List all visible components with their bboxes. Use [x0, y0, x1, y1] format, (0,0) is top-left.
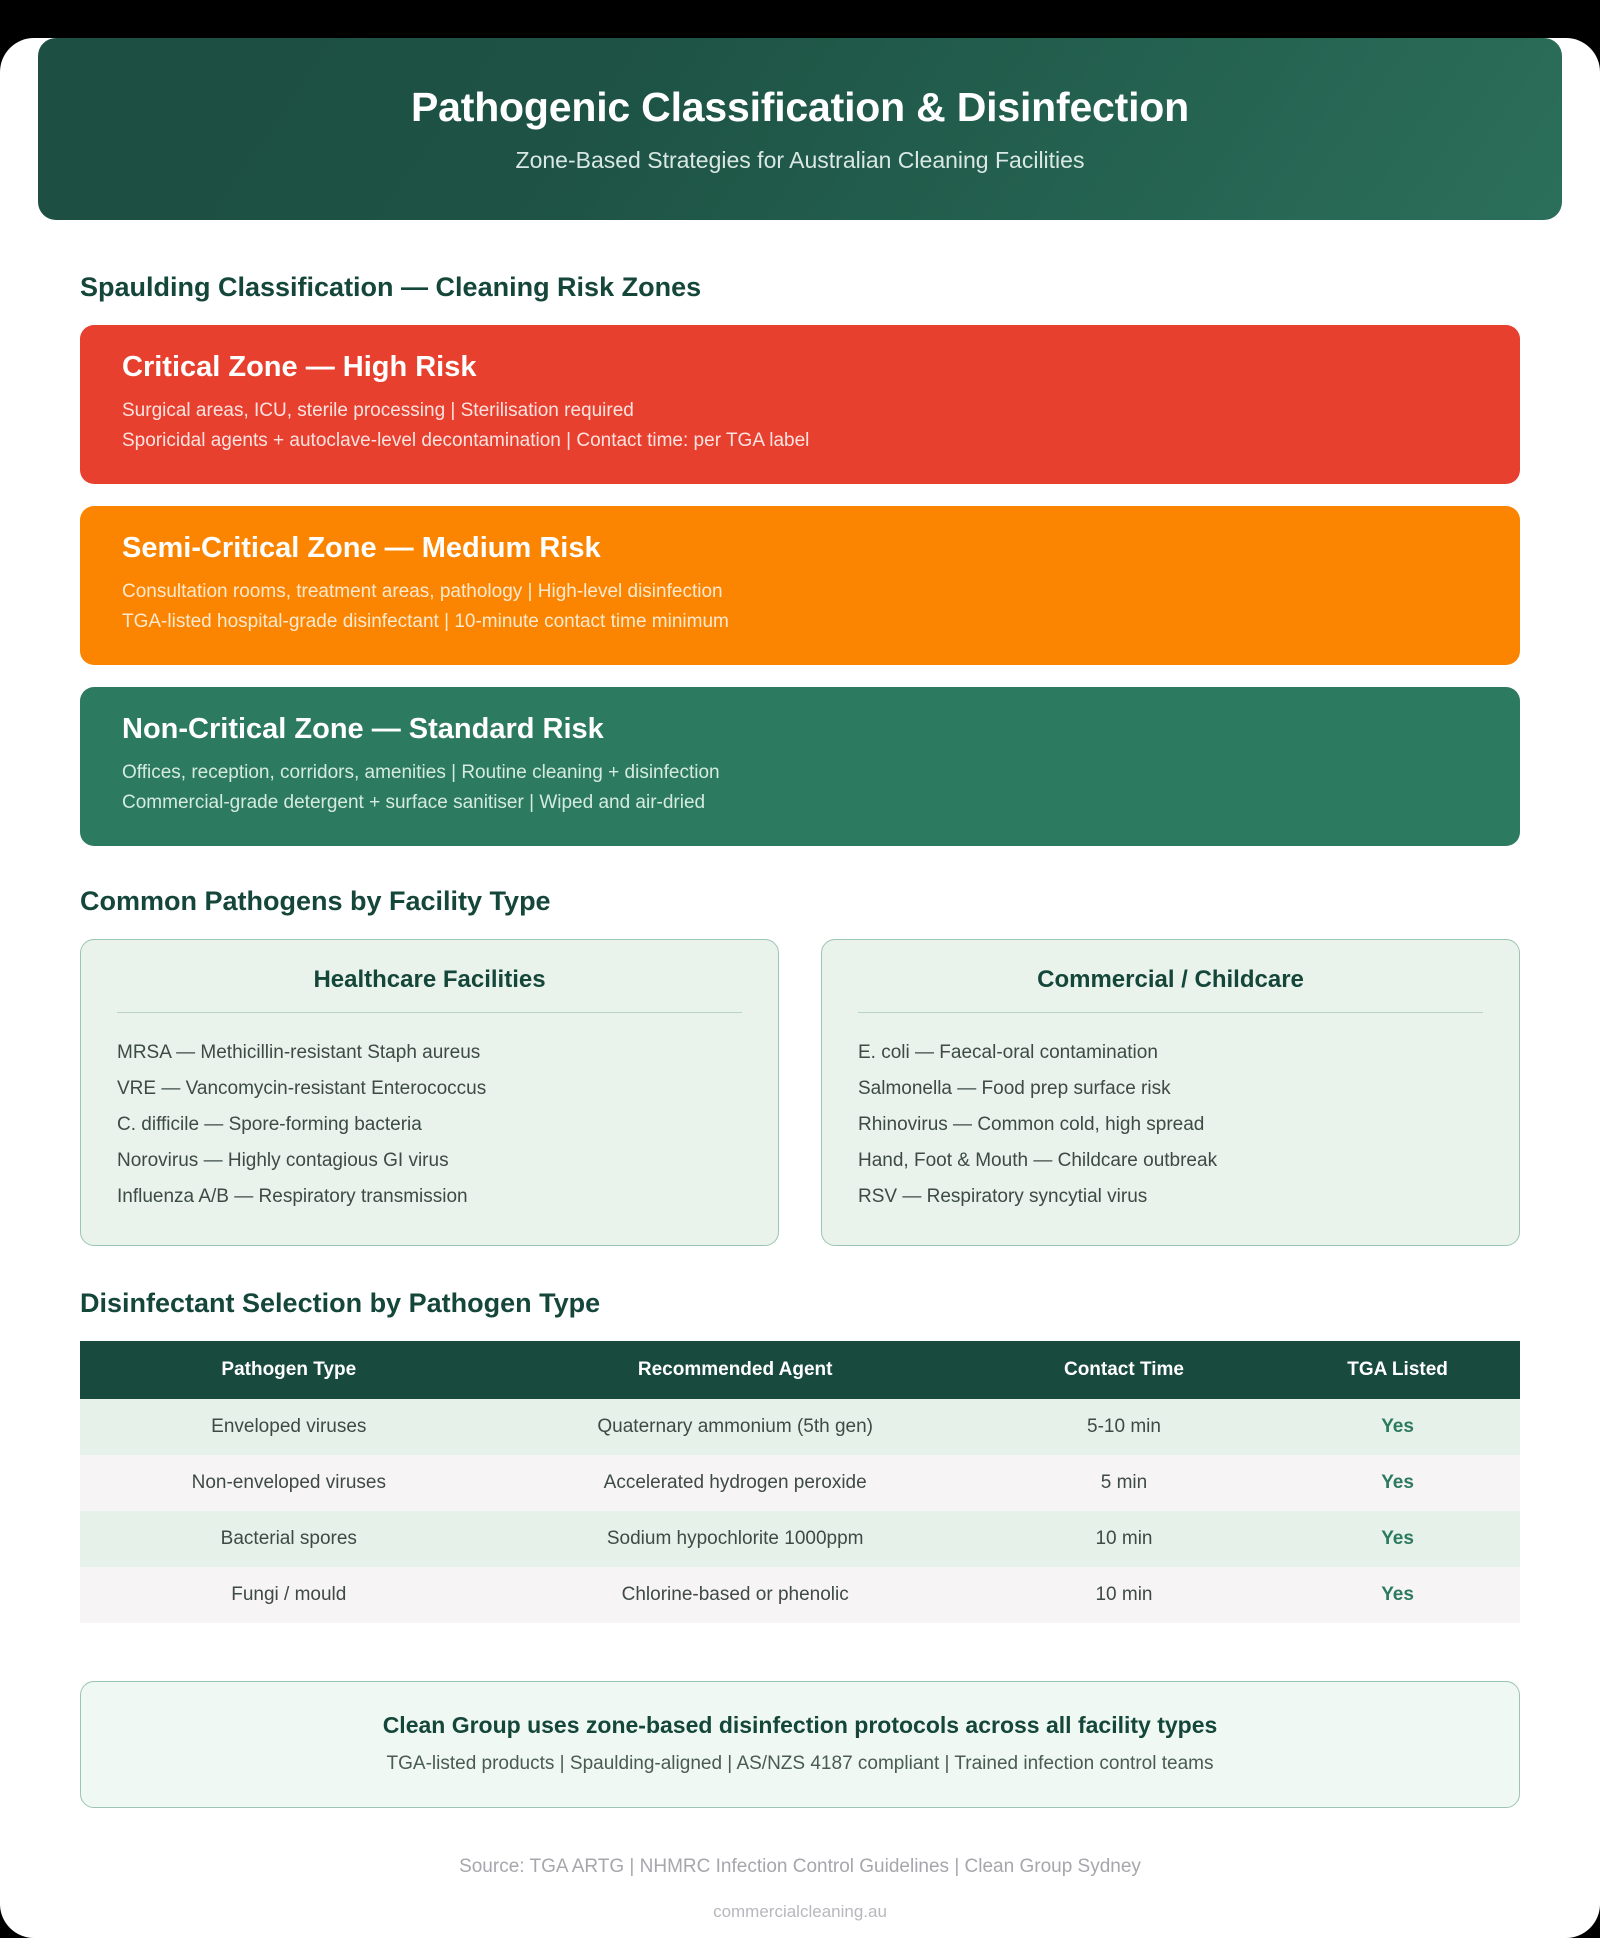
list-item: Norovirus — Highly contagious GI virus	[117, 1150, 449, 1171]
table-cell-contact-time: 10 min	[1095, 1584, 1153, 1605]
divider	[858, 1012, 1483, 1013]
table-cell-pathogen: Fungi / mould	[231, 1584, 347, 1605]
pathogen-panel-list	[80, 939, 1520, 1246]
section-heading-pathogens: Common Pathogens by Facility Type	[80, 886, 551, 916]
page-title: Pathogenic Classification & Disinfection	[411, 84, 1189, 130]
infographic-page	[0, 38, 1600, 1938]
list-item: Influenza A/B — Respiratory transmission	[117, 1186, 468, 1207]
table-cell-agent: Chlorine-based or phenolic	[621, 1584, 849, 1605]
table-cell-pathogen: Bacterial spores	[220, 1528, 357, 1549]
panel-title: Commercial / Childcare	[1037, 966, 1304, 993]
summary-callout	[80, 1681, 1520, 1808]
disinfectant-table	[80, 1341, 1520, 1623]
table-row	[80, 1399, 1520, 1455]
table-cell-agent: Quaternary ammonium (5th gen)	[597, 1416, 873, 1437]
section-heading-table: Disinfectant Selection by Pathogen Type	[80, 1288, 601, 1318]
page-footer	[0, 1856, 1600, 1922]
table-cell-contact-time: 5-10 min	[1087, 1416, 1161, 1437]
table-cell-tga-listed: Yes	[1381, 1528, 1414, 1549]
zone-title: Semi-Critical Zone — Medium Risk	[122, 532, 601, 564]
table-row	[80, 1511, 1520, 1567]
zone-card-critical	[80, 325, 1520, 484]
zone-detail-line: Surgical areas, ICU, sterile processing | Sterilisation required	[122, 400, 634, 421]
page-subtitle: Zone-Based Strategies for Australian Cleaning Facilities	[515, 147, 1085, 173]
panel-title: Healthcare Facilities	[313, 966, 546, 993]
table-cell-tga-listed: Yes	[1381, 1584, 1414, 1605]
divider	[117, 1012, 742, 1013]
zone-card-semi-critical	[80, 506, 1520, 665]
table-cell-tga-listed: Yes	[1381, 1472, 1414, 1493]
list-item: E. coli — Faecal-oral contamination	[858, 1042, 1158, 1063]
list-item: Hand, Foot & Mouth — Childcare outbreak	[858, 1150, 1218, 1171]
callout-title: Clean Group uses zone-based disinfection protocols across all facility types	[382, 1712, 1218, 1738]
zone-title: Critical Zone — High Risk	[122, 351, 477, 383]
table-cell-contact-time: 5 min	[1100, 1472, 1148, 1493]
zone-detail-line: Commercial-grade detergent + surface sanitiser | Wiped and air-dried	[122, 792, 706, 813]
zone-detail-line: TGA-listed hospital-grade disinfectant | 10-minute contact time minimum	[122, 611, 729, 632]
zone-detail-line: Sporicidal agents + autoclave-level decontamination | Contact time: per TGA label	[122, 430, 810, 451]
table-column-header: Contact Time	[1063, 1359, 1184, 1380]
table-cell-pathogen: Non-enveloped viruses	[191, 1472, 386, 1493]
list-item: MRSA — Methicillin-resistant Staph aureus	[117, 1042, 481, 1063]
table-column-header: Recommended Agent	[637, 1359, 833, 1380]
list-item: Salmonella — Food prep surface risk	[858, 1078, 1171, 1099]
table-cell-agent: Accelerated hydrogen peroxide	[603, 1472, 867, 1493]
pathogen-panel-healthcare	[80, 939, 779, 1246]
callout-subtitle: TGA-listed products | Spaulding-aligned | AS/NZS 4187 compliant | Trained infection control teams	[386, 1753, 1214, 1774]
zone-card-non-critical	[80, 687, 1520, 846]
list-item: RSV — Respiratory syncytial virus	[858, 1186, 1148, 1207]
table-row	[80, 1567, 1520, 1623]
table-cell-tga-listed: Yes	[1381, 1416, 1414, 1437]
table-cell-pathogen: Enveloped viruses	[211, 1416, 367, 1437]
footer-source: Source: TGA ARTG | NHMRC Infection Control Guidelines | Clean Group Sydney	[459, 1856, 1141, 1877]
zone-detail-line: Consultation rooms, treatment areas, pathology | High-level disinfection	[122, 581, 723, 602]
table-column-header: Pathogen Type	[221, 1359, 357, 1380]
list-item: C. difficile — Spore-forming bacteria	[117, 1114, 422, 1135]
pathogen-panel-commercial	[821, 939, 1520, 1246]
list-item: Rhinovirus — Common cold, high spread	[858, 1114, 1205, 1135]
list-item: VRE — Vancomycin-resistant Enterococcus	[117, 1078, 487, 1099]
zone-card-list	[80, 325, 1520, 846]
table-cell-contact-time: 10 min	[1095, 1528, 1153, 1549]
table-header-row	[80, 1341, 1520, 1399]
table-column-header: TGA Listed	[1347, 1359, 1448, 1380]
table-row	[80, 1455, 1520, 1511]
zone-detail-line: Offices, reception, corridors, amenities | Routine cleaning + disinfection	[122, 762, 720, 783]
page-header	[38, 38, 1562, 220]
section-heading-zones: Spaulding Classification — Cleaning Risk Zones	[80, 272, 702, 302]
zone-title: Non-Critical Zone — Standard Risk	[122, 713, 604, 745]
table-cell-agent: Sodium hypochlorite 1000ppm	[606, 1528, 864, 1549]
footer-site: commercialcleaning.au	[713, 1902, 887, 1921]
